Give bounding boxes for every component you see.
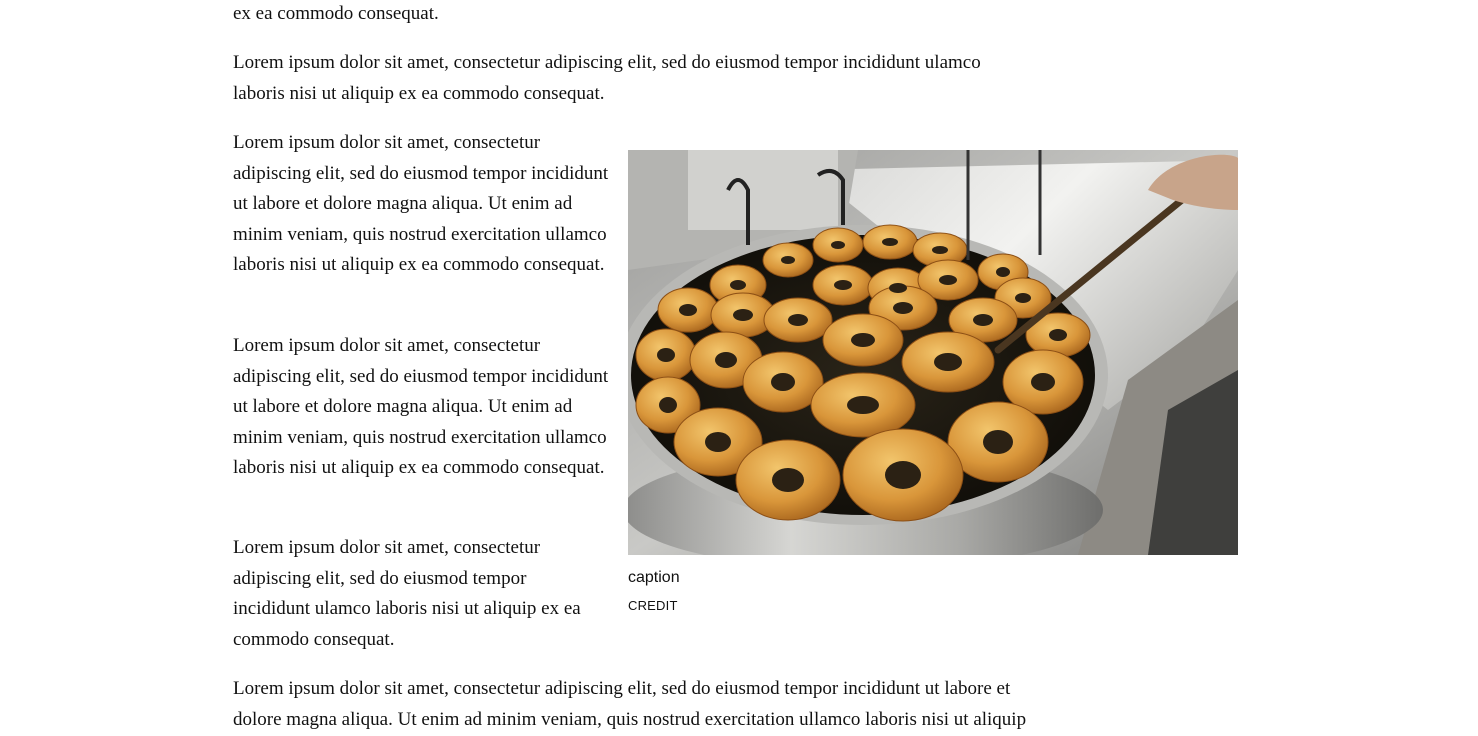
article-paragraph: Lorem ipsum dolor sit amet, consectetur adipiscing elit, sed do eiusmod tempor incididunt ulamco laboris nisi ut aliquip ex ea commodo consequat. <box>233 52 981 104</box>
article-paragraph: ex ea commodo consequat. <box>233 3 439 24</box>
donuts-frying-photo <box>628 150 1238 555</box>
article-paragraph: Lorem ipsum dolor sit amet, consectetur adipiscing elit, sed do eiusmod tempor incididunt ut labore et dolore magna aliqua. Ut enim ad minim veniam, quis nostrud exercitation ullamco laboris nisi ut aliquip ex ea commodo consequat. <box>233 132 609 275</box>
article-paragraph: Lorem ipsum dolor sit amet, consectetur adipiscing elit, sed do eiusmod tempor incididunt ut labore et dolore magna aliqua. Ut enim ad minim veniam, quis nostrud exercitation ullamco laboris nisi ut aliquip ex ea commodo consequat. <box>233 335 609 478</box>
article-paragraph: Lorem ipsum dolor sit amet, consectetur adipiscing elit, sed do eiusmod tempor incididunt ut labore et dolore magna aliqua. Ut enim ad minim veniam, quis nostrud exercitation ullamco laboris nisi ut aliquip <box>233 678 1027 730</box>
article-figure <box>628 150 1238 614</box>
article-paragraph: Lorem ipsum dolor sit amet, consectetur adipiscing elit, sed do eiusmod tempor incididunt ulamco laboris nisi ut aliquip ex ea commodo consequat. <box>233 537 581 650</box>
figure-caption: caption <box>628 569 680 586</box>
figure-credit: CREDIT <box>628 598 678 613</box>
